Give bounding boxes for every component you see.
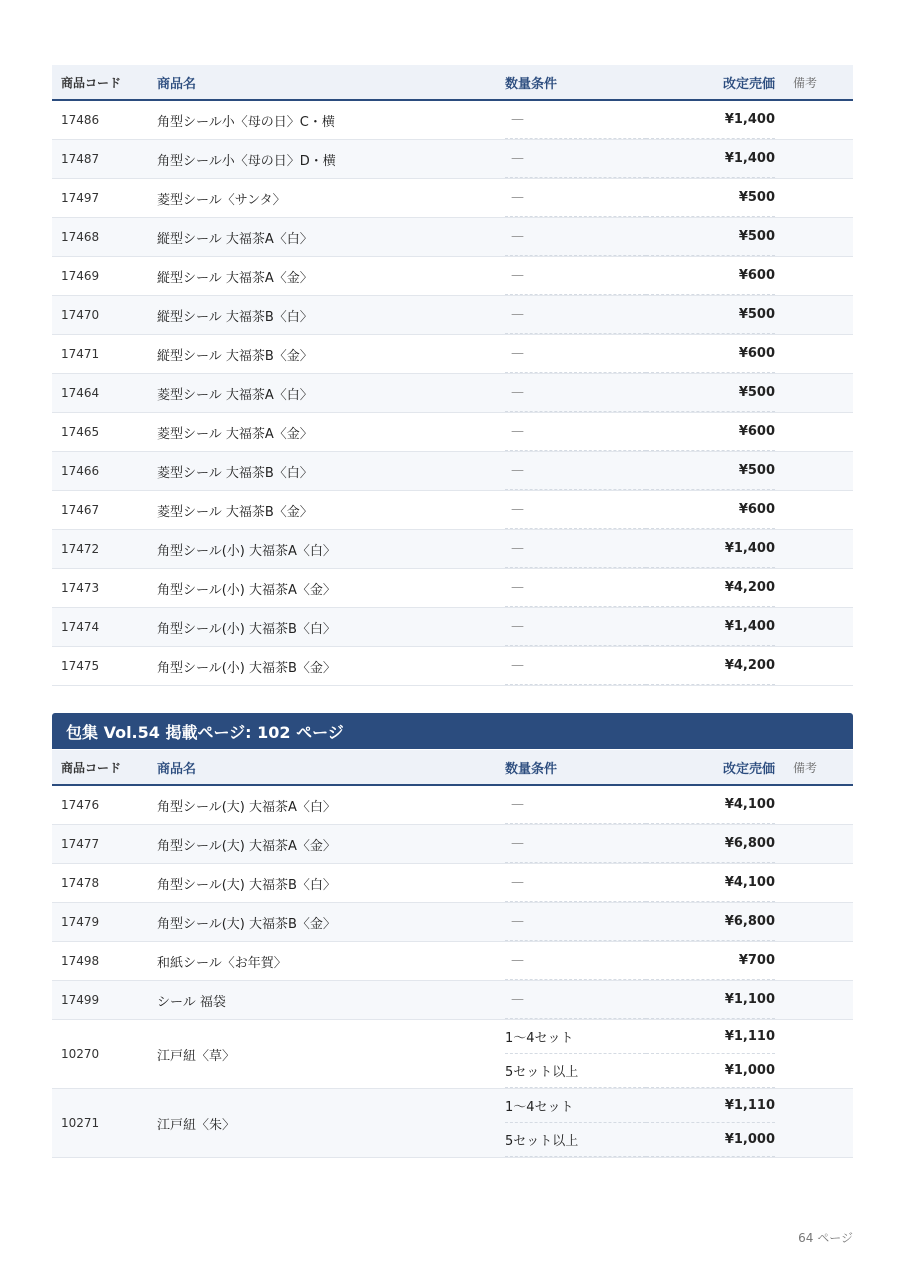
product-code: 17464 (61, 386, 100, 400)
qty-condition (496, 864, 646, 902)
qty-value: — (505, 335, 646, 373)
price-value: ¥600 (646, 257, 775, 295)
price-tier: ¥1,000 (646, 1054, 775, 1088)
table-row (52, 942, 853, 981)
revised-price (646, 296, 784, 334)
header-code: 商品コード (61, 75, 122, 90)
qty-value: — (505, 903, 646, 941)
price-value: ¥700 (646, 942, 775, 980)
revised-price (646, 491, 784, 529)
revised-price (646, 942, 784, 980)
table-row (52, 101, 853, 140)
product-name: 縦型シール 大福茶B〈金〉 (157, 348, 313, 364)
product-code: 17477 (61, 837, 100, 851)
qty-value: — (505, 981, 646, 1019)
price-tier: ¥1,110 (646, 1020, 775, 1054)
qty-value: — (505, 864, 646, 902)
product-name: 角型シール(大) 大福茶A〈白〉 (157, 799, 336, 815)
qty-condition (496, 786, 646, 824)
qty-condition (496, 374, 646, 412)
table-row (52, 1020, 853, 1089)
qty-tier: 1～4セット (505, 1089, 646, 1123)
revised-price (646, 608, 784, 646)
header-name: 商品名 (157, 76, 197, 92)
product-code: 17497 (61, 191, 100, 205)
qty-value: — (505, 101, 646, 139)
product-code: 17469 (61, 269, 100, 283)
price-value: ¥500 (646, 296, 775, 334)
qty-value: — (505, 452, 646, 490)
qty-condition (496, 413, 646, 451)
revised-price (646, 903, 784, 941)
product-name: 角型シール(小) 大福茶A〈金〉 (157, 582, 336, 598)
product-name: 縦型シール 大福茶A〈白〉 (157, 231, 313, 247)
product-code: 17467 (61, 503, 100, 517)
product-name: 縦型シール 大福茶B〈白〉 (157, 309, 313, 325)
product-code: 17472 (61, 542, 100, 556)
product-name: シール 福袋 (157, 994, 226, 1010)
qty-condition (496, 530, 646, 568)
qty-condition (496, 257, 646, 295)
product-code: 17478 (61, 876, 100, 890)
revised-price (646, 786, 784, 824)
qty-value: — (505, 647, 646, 685)
revised-price (646, 530, 784, 568)
table-body (52, 101, 853, 686)
price-value: ¥1,400 (646, 140, 775, 178)
table-row (52, 140, 853, 179)
page-number: 64 ページ (798, 1231, 853, 1245)
revised-price (646, 257, 784, 295)
revised-price (646, 413, 784, 451)
product-code: 17476 (61, 798, 100, 812)
price-value: ¥4,200 (646, 569, 775, 607)
qty-condition (496, 140, 646, 178)
product-name: 菱型シール 大福茶A〈白〉 (157, 387, 313, 403)
product-name: 江戸紐〈朱〉 (157, 1117, 236, 1133)
product-code: 17473 (61, 581, 100, 595)
qty-value: — (505, 218, 646, 256)
revised-price (646, 179, 784, 217)
qty-value: — (505, 608, 646, 646)
price-value: ¥500 (646, 179, 775, 217)
price-value: ¥1,400 (646, 608, 775, 646)
product-code: 17465 (61, 425, 100, 439)
price-value: ¥4,100 (646, 864, 775, 902)
price-value: ¥4,200 (646, 647, 775, 685)
qty-value: — (505, 569, 646, 607)
qty-value: — (505, 530, 646, 568)
product-code: 17479 (61, 915, 100, 929)
product-name: 菱型シール〈サンタ〉 (157, 192, 286, 208)
product-code: 17475 (61, 659, 100, 673)
qty-condition (496, 825, 646, 863)
table-row (52, 903, 853, 942)
product-code: 17498 (61, 954, 100, 968)
product-name: 角型シール(小) 大福茶B〈金〉 (157, 660, 336, 676)
price-tier: ¥1,000 (646, 1123, 775, 1157)
product-code: 17487 (61, 152, 100, 166)
product-name: 江戸紐〈草〉 (157, 1048, 236, 1064)
revised-price (646, 218, 784, 256)
revised-price (646, 569, 784, 607)
price-value: ¥500 (646, 218, 775, 256)
qty-condition (496, 608, 646, 646)
product-code: 17468 (61, 230, 100, 244)
price-value: ¥500 (646, 374, 775, 412)
price-value: ¥1,400 (646, 530, 775, 568)
product-code: 17486 (61, 113, 100, 127)
header-price: 改定売価 (722, 761, 775, 777)
table-row (52, 608, 853, 647)
qty-condition (496, 218, 646, 256)
header-qty: 数量条件 (505, 76, 558, 92)
revised-price (646, 452, 784, 490)
table-row (52, 218, 853, 257)
table-row (52, 864, 853, 903)
price-value: ¥600 (646, 335, 775, 373)
qty-condition (496, 452, 646, 490)
price-tier: ¥1,110 (646, 1089, 775, 1123)
table-row (52, 530, 853, 569)
qty-condition (496, 491, 646, 529)
product-code: 17499 (61, 993, 100, 1007)
table-row (52, 374, 853, 413)
product-name: 菱型シール 大福茶B〈金〉 (157, 504, 313, 520)
qty-value: — (505, 179, 646, 217)
product-code: 10271 (61, 1116, 100, 1130)
section-banner: 包集 Vol.54 掲載ページ: 102 ページ (52, 713, 853, 749)
revised-price (646, 1020, 784, 1088)
table-row (52, 452, 853, 491)
qty-value: — (505, 257, 646, 295)
product-name: 角型シール(大) 大福茶B〈白〉 (157, 877, 336, 893)
table-row (52, 981, 853, 1020)
price-table-2 (52, 750, 853, 1158)
revised-price (646, 140, 784, 178)
revised-price (646, 1089, 784, 1157)
revised-price (646, 374, 784, 412)
header-code: 商品コード (61, 760, 122, 775)
qty-condition (496, 101, 646, 139)
product-name: 縦型シール 大福茶A〈金〉 (157, 270, 313, 286)
qty-value: — (505, 296, 646, 334)
qty-condition (496, 981, 646, 1019)
qty-condition (496, 296, 646, 334)
price-table-1 (52, 65, 853, 686)
product-code: 17466 (61, 464, 100, 478)
table-row (52, 413, 853, 452)
qty-condition (496, 569, 646, 607)
price-value: ¥4,100 (646, 786, 775, 824)
product-name: 和紙シール〈お年賀〉 (157, 955, 287, 971)
product-name: 角型シール小〈母の日〉C・横 (157, 114, 335, 130)
table-row (52, 179, 853, 218)
table-row (52, 786, 853, 825)
header-name: 商品名 (157, 761, 197, 777)
qty-tier: 5セット以上 (505, 1054, 646, 1088)
revised-price (646, 981, 784, 1019)
table-row (52, 647, 853, 686)
qty-condition (496, 1089, 646, 1157)
product-name: 角型シール(小) 大福茶A〈白〉 (157, 543, 336, 559)
product-name: 角型シール小〈母の日〉D・横 (157, 153, 336, 169)
product-code: 17470 (61, 308, 100, 322)
qty-value: — (505, 374, 646, 412)
header-price: 改定売価 (722, 76, 775, 92)
product-code: 17474 (61, 620, 100, 634)
qty-condition (496, 903, 646, 941)
header-note: 備考 (793, 760, 818, 775)
qty-condition (496, 1020, 646, 1088)
qty-tier: 1～4セット (505, 1020, 646, 1054)
qty-value: — (505, 491, 646, 529)
table-row (52, 491, 853, 530)
qty-condition (496, 179, 646, 217)
header-qty: 数量条件 (505, 761, 558, 777)
price-value: ¥600 (646, 413, 775, 451)
qty-value: — (505, 825, 646, 863)
table-row (52, 825, 853, 864)
product-code: 10270 (61, 1047, 100, 1061)
table-row (52, 335, 853, 374)
product-name: 角型シール(大) 大福茶A〈金〉 (157, 838, 336, 854)
table-row (52, 569, 853, 608)
price-value: ¥6,800 (646, 903, 775, 941)
revised-price (646, 335, 784, 373)
price-value: ¥6,800 (646, 825, 775, 863)
table-row (52, 296, 853, 335)
table-body (52, 786, 853, 1158)
revised-price (646, 864, 784, 902)
qty-value: — (505, 413, 646, 451)
table-header (52, 750, 853, 786)
qty-tier: 5セット以上 (505, 1123, 646, 1157)
price-value: ¥1,400 (646, 101, 775, 139)
qty-value: — (505, 786, 646, 824)
revised-price (646, 101, 784, 139)
revised-price (646, 825, 784, 863)
qty-condition (496, 647, 646, 685)
product-name: 菱型シール 大福茶B〈白〉 (157, 465, 313, 481)
revised-price (646, 647, 784, 685)
header-note: 備考 (793, 75, 818, 90)
qty-condition (496, 942, 646, 980)
product-code: 17471 (61, 347, 100, 361)
product-name: 菱型シール 大福茶A〈金〉 (157, 426, 313, 442)
table-row (52, 1089, 853, 1158)
price-value: ¥1,100 (646, 981, 775, 1019)
table-header (52, 65, 853, 101)
qty-value: — (505, 942, 646, 980)
table-row (52, 257, 853, 296)
price-value: ¥500 (646, 452, 775, 490)
qty-value: — (505, 140, 646, 178)
product-name: 角型シール(小) 大福茶B〈白〉 (157, 621, 336, 637)
price-value: ¥600 (646, 491, 775, 529)
qty-condition (496, 335, 646, 373)
product-name: 角型シール(大) 大福茶B〈金〉 (157, 916, 336, 932)
